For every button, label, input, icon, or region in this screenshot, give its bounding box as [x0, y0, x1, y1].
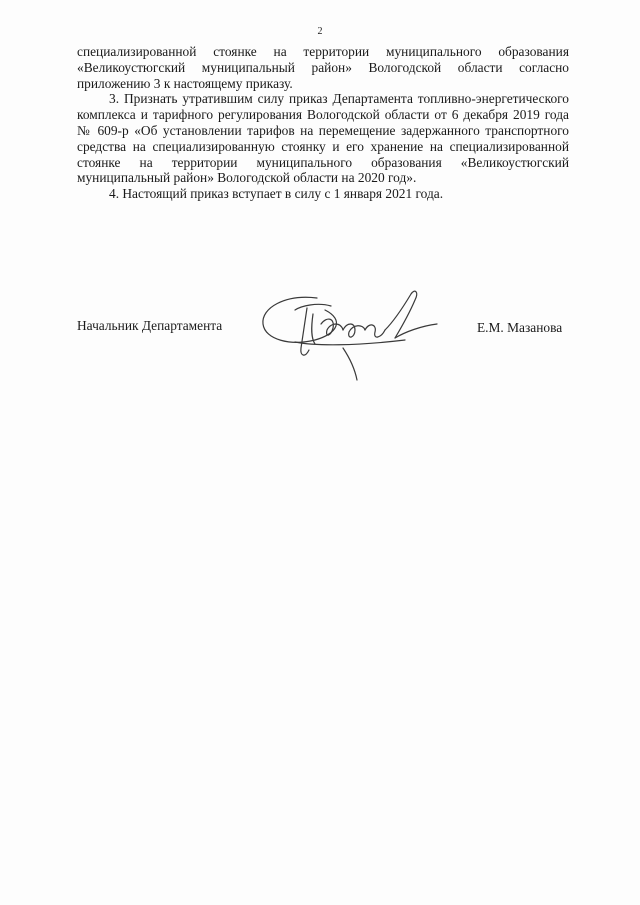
handwritten-signature — [255, 284, 450, 384]
document-body — [77, 44, 569, 202]
signatory-name: Е.М. Мазанова — [477, 320, 563, 335]
signatory-title: Начальник Департамента — [77, 318, 223, 333]
paragraph-continuation: специализированной стоянке на территории муниципального образования «Великоустюгский муниципальный район» Вологодской области согласно приложению 3 к настоящему приказу. — [77, 44, 569, 91]
page-number: 2 — [317, 26, 323, 37]
paragraph-item-4: 4. Настоящий приказ вступает в силу с 1 января 2021 года. — [109, 186, 444, 202]
paragraph-item-3: 3. Признать утратившим силу приказ Департамента топливно-энергетического комплекса и тарифного регулирования Вологодской области от 6 декабря 2019 года № 609-р «Об установлении тарифов на перемещение задержанного транспортного средства на специализированную стоянку и его хранение на специализированной стоянке на территории муниципального образования «Великоустюгский муниципальный район» Вологодской области на 2020 год». — [77, 91, 569, 186]
